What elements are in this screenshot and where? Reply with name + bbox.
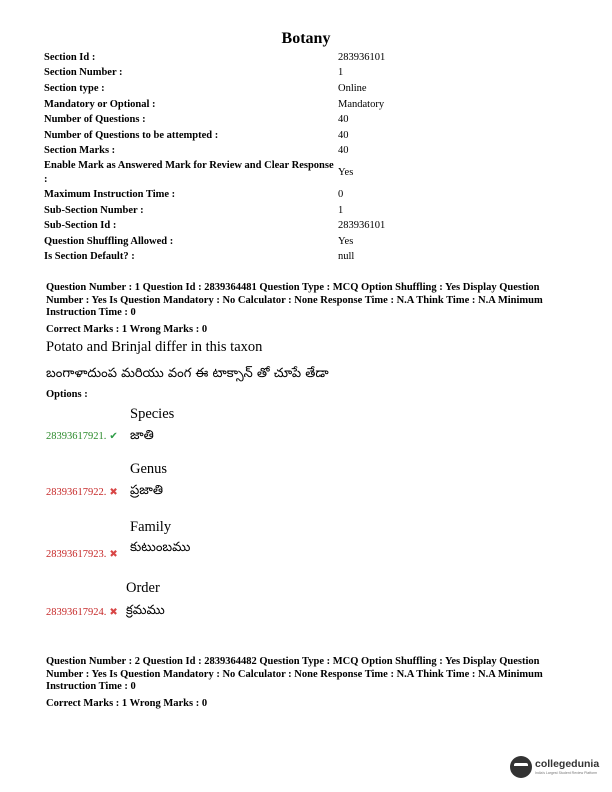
logo-mascot-icon — [510, 756, 532, 778]
meta-value: Online — [338, 82, 367, 94]
check-icon: ✔ — [109, 431, 118, 442]
option-2-id[interactable] — [46, 487, 118, 498]
meta-label: Mandatory or Optional : — [44, 98, 156, 110]
meta-value: Yes — [338, 167, 354, 179]
option-2-id-label: 28393617922. — [46, 487, 107, 498]
question-2-header: Question Number : 2 Question Id : 2839364482 Question Type : MCQ Option Shuffling : Yes Display Question Number : Yes Is Question Mandatory : No Calculator : None Response Time : N.A Think Time : N.A Minimum Instruction Time : 0 — [46, 656, 543, 692]
meta-value: 40 — [338, 145, 349, 157]
question-2-marks: Correct Marks : 1 Wrong Marks : 0 — [46, 697, 208, 709]
cross-icon: ✖ — [109, 487, 118, 498]
meta-value: 0 — [338, 188, 344, 200]
meta-label: Section Marks : — [44, 145, 116, 157]
option-1-telugu: జాతి — [130, 428, 154, 443]
meta-value: 283936101 — [338, 51, 386, 63]
meta-row — [44, 218, 464, 234]
meta-row — [44, 159, 464, 187]
meta-row — [44, 81, 464, 97]
option-1-id[interactable] — [46, 431, 118, 442]
meta-value: 1 — [338, 204, 344, 216]
option-3-telugu: కుటుంబము — [130, 540, 191, 555]
logo-tagline: India's Largest Student Review Platform — [535, 770, 598, 775]
meta-label: Section Number : — [44, 67, 123, 79]
meta-label: Is Section Default? : — [44, 251, 135, 263]
meta-row — [44, 128, 464, 144]
cross-icon: ✖ — [109, 549, 118, 560]
meta-row — [44, 250, 464, 266]
question-1-text-telugu: బంగాళాదుంప మరియు వంగ ఈ టాక్సాన్ తో చూపే తేడా — [46, 366, 329, 381]
option-4-text: Order — [126, 580, 160, 596]
option-4-id-label: 28393617924. — [46, 607, 107, 618]
option-4-id[interactable] — [46, 607, 118, 618]
meta-row — [44, 144, 464, 160]
option-1-text: Species — [130, 406, 175, 422]
logo-name: collegedunia — [535, 758, 600, 770]
collegedunia-logo — [510, 752, 608, 782]
section-meta-table — [44, 50, 464, 265]
options-label: Options : — [46, 389, 88, 400]
meta-value: null — [338, 251, 355, 263]
meta-value: 40 — [338, 114, 349, 126]
option-4-telugu: క్రమము — [126, 603, 165, 618]
cross-icon: ✖ — [109, 607, 118, 618]
meta-row — [44, 50, 464, 66]
meta-row — [44, 97, 464, 113]
option-3-id[interactable] — [46, 549, 118, 560]
meta-value: 283936101 — [338, 220, 386, 232]
meta-value: Yes — [338, 235, 354, 247]
meta-label: Sub-Section Number : — [44, 204, 144, 216]
meta-label: Number of Questions to be attempted : — [44, 129, 219, 141]
meta-value: 1 — [338, 67, 344, 79]
meta-label: Section Id : — [44, 51, 96, 63]
option-3-id-label: 28393617923. — [46, 549, 107, 560]
section-title: Botany — [281, 30, 331, 47]
question-1-header: Question Number : 1 Question Id : 2839364481 Question Type : MCQ Option Shuffling : Yes Display Question Number : Yes Is Question Mandatory : No Calculator : None Response Time : N.A Think Time : N.A Minimum Instruction Time : 0 — [46, 282, 543, 318]
meta-label: Number of Questions : — [44, 114, 146, 126]
option-3-text: Family — [130, 519, 172, 535]
meta-row — [44, 112, 464, 128]
meta-label: Section type : — [44, 82, 105, 94]
meta-value: 40 — [338, 129, 349, 141]
option-1-id-label: 28393617921. — [46, 431, 107, 442]
meta-row — [44, 187, 464, 203]
meta-row — [44, 203, 464, 219]
question-1-block — [46, 282, 576, 335]
option-2-telugu: ప్రజాతి — [130, 483, 164, 498]
question-1-marks: Correct Marks : 1 Wrong Marks : 0 — [46, 323, 208, 335]
question-1-text: Potato and Brinjal differ in this taxon — [46, 339, 263, 355]
meta-label: Sub-Section Id : — [44, 220, 117, 232]
meta-row — [44, 234, 464, 250]
question-2-block — [46, 656, 576, 709]
meta-label: Maximum Instruction Time : — [44, 188, 176, 200]
meta-row — [44, 66, 464, 82]
meta-label: Question Shuffling Allowed : — [44, 235, 174, 247]
meta-value: Mandatory — [338, 98, 385, 110]
option-2-text: Genus — [130, 461, 168, 477]
meta-label: Enable Mark as Answered Mark for Review and Clear Response : — [44, 160, 334, 186]
